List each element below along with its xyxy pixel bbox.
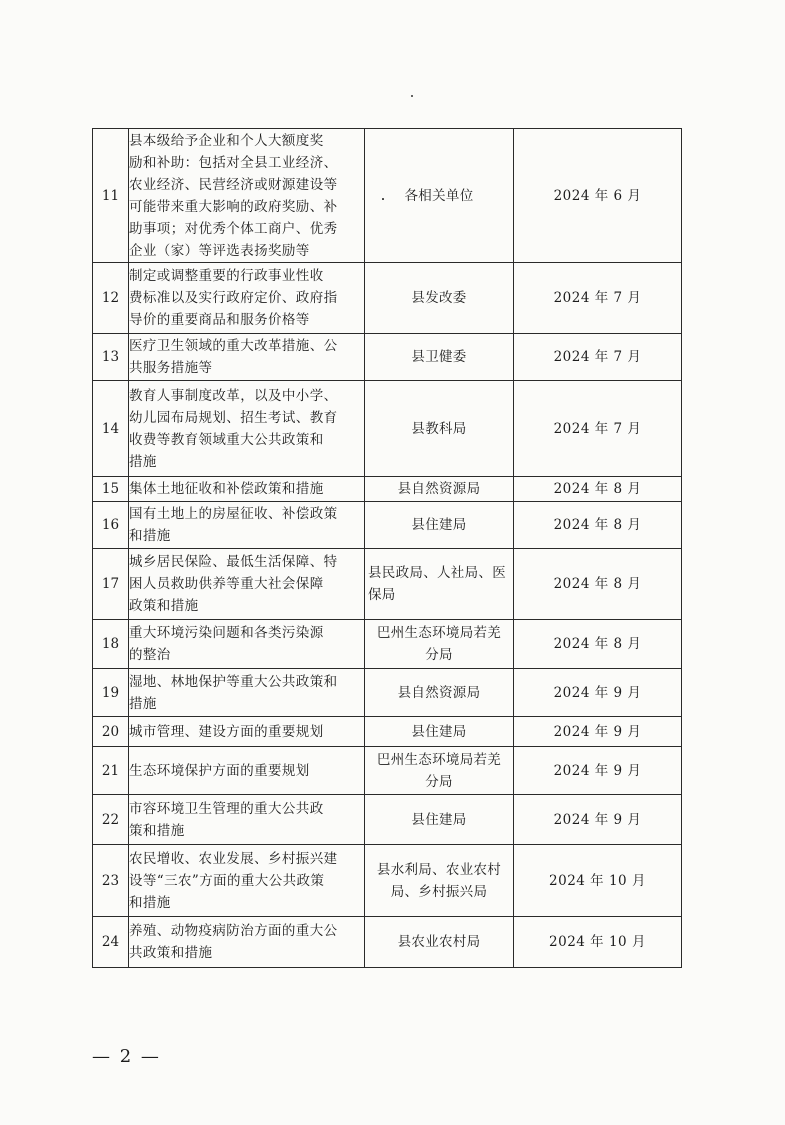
item-content-line: 重大环境污染问题和各类污染源 <box>129 625 324 641</box>
item-content-line: 收费等教育领域重大公共政策和 <box>129 431 324 448</box>
item-content-line: 可能带来重大影响的政府奖励、补 <box>129 198 338 215</box>
responsible-unit <box>365 334 514 381</box>
responsible-unit <box>365 717 514 747</box>
responsible-unit-line: 县水利局、农业农村 <box>376 861 502 878</box>
deadline: 2024 年 8 月 <box>514 477 682 502</box>
item-content-line: 设等“三农”方面的重大公共政策 <box>129 872 325 889</box>
item-content <box>129 845 365 917</box>
row-number: 20 <box>93 717 129 747</box>
responsible-unit-line: 保局 <box>368 587 396 603</box>
item-content-line: 国有土地上的房屋征收、补偿政策 <box>129 506 338 522</box>
table-body <box>93 129 682 968</box>
item-content-line: 农民增收、农业发展、乡村振兴建 <box>129 850 338 867</box>
row-number: 22 <box>93 795 129 845</box>
item-content-line: 困人员救助供养等重大社会保障 <box>129 576 324 592</box>
responsible-unit-line: 县自然资源局 <box>397 481 481 497</box>
responsible-unit <box>365 845 514 917</box>
deadline: 2024 年 8 月 <box>514 502 682 549</box>
item-content-line: 集体土地征收和补偿政策和措施 <box>129 481 324 497</box>
item-content-line: 措施 <box>129 695 157 712</box>
responsible-unit <box>365 669 514 717</box>
responsible-unit <box>365 620 514 669</box>
item-content-line: 助事项；对优秀个体工商户、优秀 <box>129 220 338 237</box>
item-content <box>129 795 365 845</box>
row-number: 11 <box>93 129 129 263</box>
responsible-unit <box>365 795 514 845</box>
item-content-line: 县本级给予企业和个人大额度奖 <box>129 132 324 149</box>
schedule-table <box>92 128 682 968</box>
deadline: 2024 年 9 月 <box>514 669 682 717</box>
responsible-unit-line: 分局 <box>425 773 453 790</box>
item-content-line: 和措施 <box>129 894 171 911</box>
item-content-line: 幼儿园布局规划、招生考试、教育 <box>129 409 338 426</box>
table-row <box>93 795 682 845</box>
item-content <box>129 620 365 669</box>
responsible-unit <box>365 263 514 334</box>
responsible-unit-line: 各相关单位 <box>404 187 474 204</box>
responsible-unit-line: 巴州生态环境局若羌 <box>376 625 502 641</box>
responsible-unit-line: 县民政局、人社局、医 <box>368 565 506 581</box>
item-content-line: 湿地、林地保护等重大公共政策和 <box>129 673 338 690</box>
item-content-line: 城乡居民保险、最低生活保障、特 <box>129 554 338 570</box>
deadline: 2024 年 9 月 <box>514 717 682 747</box>
deadline: 2024 年 7 月 <box>514 263 682 334</box>
item-content-line: 措施 <box>129 453 157 470</box>
item-content-line: 共服务措施等 <box>129 360 213 376</box>
item-content <box>129 747 365 795</box>
table-row <box>93 917 682 968</box>
responsible-unit <box>365 917 514 968</box>
table-row <box>93 717 682 747</box>
item-content-line: 共政策和措施 <box>129 945 213 961</box>
table-row <box>93 334 682 381</box>
item-content <box>129 129 365 263</box>
item-content-line: 的整治 <box>129 647 171 663</box>
item-content <box>129 917 365 968</box>
deadline: 2024 年 10 月 <box>514 845 682 917</box>
item-content-line: 养殖、动物疫病防治方面的重大公 <box>129 923 338 939</box>
responsible-unit-line: 县农业农村局 <box>397 934 481 950</box>
table-row <box>93 620 682 669</box>
item-content-line: 生态环境保护方面的重要规划 <box>129 762 310 779</box>
item-content-line: 教育人事制度改革，以及中小学、 <box>129 387 338 404</box>
row-number: 13 <box>93 334 129 381</box>
responsible-unit-line: 县住建局 <box>411 811 467 828</box>
item-content <box>129 334 365 381</box>
responsible-unit-line: 县自然资源局 <box>397 684 481 701</box>
row-number: 14 <box>93 381 129 477</box>
item-content-line: 制定或调整重要的行政事业性收 <box>129 268 324 284</box>
deadline: 2024 年 10 月 <box>514 917 682 968</box>
table-row <box>93 845 682 917</box>
row-number: 17 <box>93 549 129 620</box>
row-number: 18 <box>93 620 129 669</box>
item-content <box>129 549 365 620</box>
deadline: 2024 年 8 月 <box>514 549 682 620</box>
item-content-line: 企业（家）等评选表扬奖励等 <box>129 242 310 259</box>
deadline: 2024 年 7 月 <box>514 334 682 381</box>
responsible-unit-line: 局、乡村振兴局 <box>390 883 488 900</box>
item-content <box>129 263 365 334</box>
table-row <box>93 669 682 717</box>
item-content <box>129 381 365 477</box>
responsible-unit <box>365 502 514 549</box>
item-content-line: 导价的重要商品和服务价格等 <box>129 312 310 328</box>
deadline: 2024 年 8 月 <box>514 620 682 669</box>
row-number: 12 <box>93 263 129 334</box>
deadline: 2024 年 6 月 <box>514 129 682 263</box>
item-content-line: 政策和措施 <box>129 598 199 614</box>
responsible-unit <box>365 381 514 477</box>
responsible-unit <box>365 129 514 263</box>
item-content-line: 市容环境卫生管理的重大公共政 <box>129 800 324 817</box>
deadline: 2024 年 9 月 <box>514 747 682 795</box>
responsible-unit-line: 分局 <box>425 647 453 663</box>
responsible-unit-line: 县教科局 <box>411 420 467 437</box>
deadline: 2024 年 9 月 <box>514 795 682 845</box>
responsible-unit <box>365 477 514 502</box>
responsible-unit <box>365 747 514 795</box>
item-content <box>129 502 365 549</box>
table-row <box>93 263 682 334</box>
item-content-line: 医疗卫生领域的重大改革措施、公 <box>129 338 338 354</box>
item-content-line: 和措施 <box>129 528 171 544</box>
item-content-line: 励和补助：包括对全县工业经济、 <box>129 154 338 171</box>
table-row <box>93 477 682 502</box>
row-number: 16 <box>93 502 129 549</box>
item-content <box>129 669 365 717</box>
responsible-unit-line: 县住建局 <box>411 517 467 533</box>
item-content <box>129 717 365 747</box>
responsible-unit-line: 县住建局 <box>411 723 467 740</box>
responsible-unit <box>365 549 514 620</box>
table-row <box>93 381 682 477</box>
responsible-unit-line: 县发改委 <box>411 290 467 306</box>
row-number: 19 <box>93 669 129 717</box>
item-content-line: 城市管理、建设方面的重要规划 <box>129 723 324 740</box>
item-content-line: 策和措施 <box>129 822 185 839</box>
row-number: 15 <box>93 477 129 502</box>
table-row <box>93 549 682 620</box>
page-number: — 2 — <box>92 1046 161 1067</box>
item-content <box>129 477 365 502</box>
item-content-line: 费标准以及实行政府定价、政府指 <box>129 290 338 306</box>
row-number: 23 <box>93 845 129 917</box>
row-number: 24 <box>93 917 129 968</box>
responsible-unit-line: 县卫健委 <box>411 349 467 365</box>
table-row <box>93 129 682 263</box>
table-row <box>93 502 682 549</box>
responsible-unit-line: 巴州生态环境局若羌 <box>376 751 502 768</box>
row-number: 21 <box>93 747 129 795</box>
item-content-line: 农业经济、民营经济或财源建设等 <box>129 176 338 193</box>
table-row <box>93 747 682 795</box>
scan-speck <box>411 95 413 97</box>
deadline: 2024 年 7 月 <box>514 381 682 477</box>
